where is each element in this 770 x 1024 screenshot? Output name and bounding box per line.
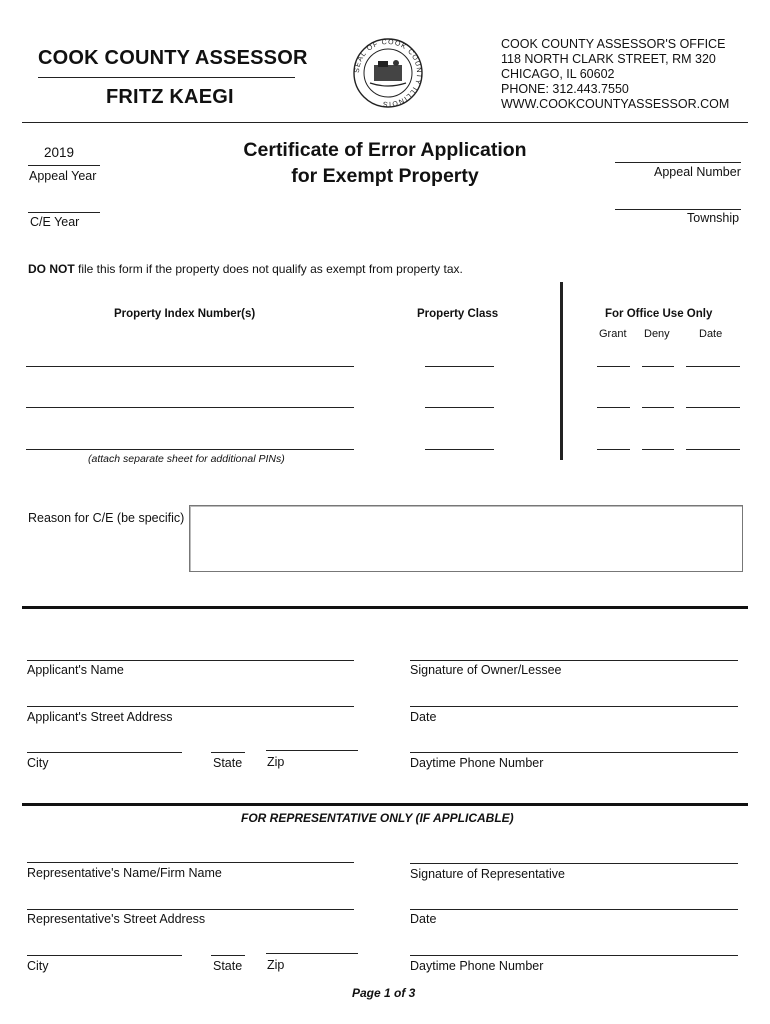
deny-line — [642, 366, 674, 367]
rep-name-label: Representative's Name/Firm Name — [27, 866, 222, 880]
assessor-name: FRITZ KAEGI — [106, 86, 234, 108]
appeal-number-label: Appeal Number — [654, 165, 741, 179]
ce-year-label: C/E Year — [30, 215, 80, 229]
applicant-street-label: Applicant's Street Address — [27, 710, 173, 724]
office-use-header: For Office Use Only — [605, 308, 713, 320]
owner-signature-label: Signature of Owner/Lessee — [410, 663, 562, 677]
class-line[interactable] — [425, 449, 494, 450]
reason-label: Reason for C/E (be specific) — [28, 511, 185, 525]
rep-city-line[interactable] — [27, 955, 182, 956]
rep-zip-label: Zip — [267, 958, 285, 972]
office-line: PHONE: 312.443.7550 — [501, 82, 629, 96]
rep-signature-line[interactable] — [410, 863, 738, 864]
ce-year-line[interactable] — [28, 212, 100, 213]
grant-line — [597, 407, 630, 408]
appeal-number-line[interactable] — [615, 162, 741, 163]
page-number: Page 1 of 3 — [352, 986, 416, 1000]
office-date-line — [686, 366, 740, 367]
date-column-label: Date — [699, 328, 723, 340]
section-divider — [22, 803, 748, 806]
applicant-state-line[interactable] — [211, 752, 245, 753]
rep-name-line[interactable] — [27, 862, 354, 863]
rep-state-label: State — [213, 959, 243, 973]
applicant-city-line[interactable] — [27, 752, 182, 753]
header-divider — [22, 122, 748, 123]
rep-date-line[interactable] — [410, 909, 738, 910]
section-divider — [22, 606, 748, 609]
applicant-phone-line[interactable] — [410, 752, 738, 753]
office-date-line — [686, 407, 740, 408]
applicant-street-line[interactable] — [27, 706, 354, 707]
owner-signature-line[interactable] — [410, 660, 738, 661]
office-website: WWW.COOKCOUNTYASSESSOR.COM — [501, 97, 730, 111]
county-seal-icon — [350, 37, 426, 109]
header-underline — [38, 77, 295, 78]
grant-line — [597, 449, 630, 450]
rep-street-line[interactable] — [27, 909, 354, 910]
deny-column-label: Deny — [644, 328, 670, 340]
representative-section-title: FOR REPRESENTATIVE ONLY (IF APPLICABLE) — [241, 811, 514, 825]
office-date-line — [686, 449, 740, 450]
class-line[interactable] — [425, 366, 494, 367]
attach-note: (attach separate sheet for additional PINs) — [88, 453, 285, 465]
office-line: COOK COUNTY ASSESSOR'S OFFICE — [501, 37, 726, 51]
rep-date-label: Date — [410, 912, 437, 926]
township-line[interactable] — [615, 209, 741, 210]
applicant-city-label: City — [27, 756, 49, 770]
exempt-notice: DO NOT file this form if the property does not qualify as exempt from property tax. — [28, 262, 463, 276]
rep-signature-label: Signature of Representative — [410, 867, 565, 881]
applicant-date-label: Date — [410, 710, 437, 724]
form-title: Certificate of Error Application for Exempt Property — [243, 139, 527, 187]
property-class-header: Property Class — [417, 308, 499, 320]
grant-column-label: Grant — [599, 328, 627, 340]
township-label: Township — [687, 211, 740, 225]
reason-textarea[interactable] — [189, 505, 743, 572]
office-line: 118 NORTH CLARK STREET, RM 320 — [501, 52, 716, 66]
class-line[interactable] — [425, 407, 494, 408]
rep-state-line[interactable] — [211, 955, 245, 956]
rep-city-label: City — [27, 959, 49, 973]
applicant-zip-label: Zip — [267, 755, 285, 769]
pin-header: Property Index Number(s) — [114, 308, 256, 320]
rep-zip-line[interactable] — [266, 953, 358, 954]
appeal-year-line[interactable] — [28, 165, 100, 166]
seal-text: SEAL OF COOK COUNTY ILLINOIS — [353, 38, 423, 108]
applicant-phone-label: Daytime Phone Number — [410, 756, 544, 770]
pin-line[interactable] — [26, 366, 354, 367]
applicant-zip-line[interactable] — [266, 750, 358, 751]
applicant-name-line[interactable] — [27, 660, 354, 661]
grant-line — [597, 366, 630, 367]
applicant-name-label: Applicant's Name — [27, 663, 124, 677]
deny-line — [642, 407, 674, 408]
appeal-year-value[interactable]: 2019 — [44, 145, 75, 160]
pin-line[interactable] — [26, 449, 354, 450]
org-name: COOK COUNTY ASSESSOR — [38, 47, 308, 69]
applicant-state-label: State — [213, 756, 243, 770]
pin-line[interactable] — [26, 407, 354, 408]
rep-phone-line[interactable] — [410, 955, 738, 956]
applicant-date-line[interactable] — [410, 706, 738, 707]
office-use-divider — [560, 282, 563, 460]
appeal-year-label: Appeal Year — [29, 169, 97, 183]
deny-line — [642, 449, 674, 450]
rep-phone-label: Daytime Phone Number — [410, 959, 544, 973]
rep-street-label: Representative's Street Address — [27, 912, 206, 926]
office-address — [501, 37, 729, 112]
office-line: CHICAGO, IL 60602 — [501, 67, 615, 81]
